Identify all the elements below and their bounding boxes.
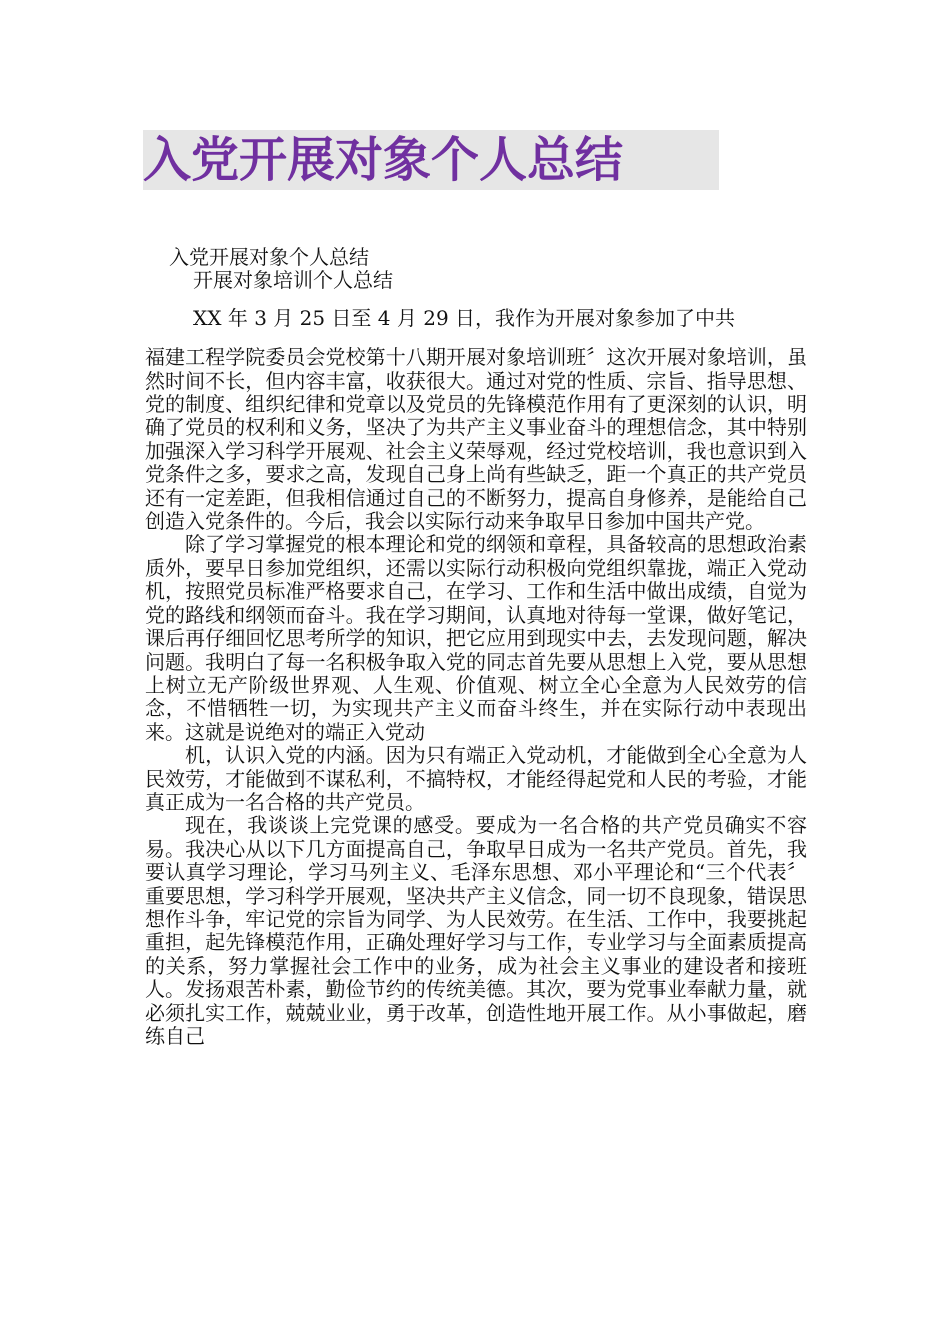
paragraph-3: 机，认识入党的内涵。因为只有端正入党动机，才能做到全心全意为人民效劳，才能做到不谋私利，不搞特权，才能经得起党和人民的考验，才能真正成为一名合格的共产党员。 — [145, 743, 807, 814]
paragraph-1: 福建工程学院委员会党校第十八期开展对象培训班〞这次开展对象培训，虽然时间不长，但内容丰富，收获很大。通过对党的性质、宗旨、指导思想、党的制度、组织纪律和党章以及党员的先锋模范作用有了更深刻的认识，明确了党员的权利和义务，坚决了为共产主义事业奋斗的理想信念，其中特别加强深入学习科学开展观、社会主义荣辱观，经过党校培训，我也意识到入党条件之多，要求之高，发现自己身上尚有些缺乏，距一个真正的共产党员还有一定差距，但我相信通过自己的不断努力，提高自身修养，是能给自己创造入党条件的。今后，我会以实际行动来争取早日参加中国共产党。 — [145, 345, 807, 534]
document-body — [145, 246, 807, 1048]
paragraph-2: 除了学习掌握党的根本理论和党的纲领和章程，具备较高的思想政治素质外，要早日参加党组织，还需以实际行动积极向党组织靠拢，端正入党动机，按照党员标准严格要求自己，在学习、工作和生活中做出成绩，自觉为党的路线和纲领而奋斗。我在学习期间，认真地对待每一堂课，做好笔记，课后再仔细回忆思考所学的知识，把它应用到现实中去，去发现问题，解决问题。我明白了每一名积极争取入党的同志首先要从思想上入党，要从思想上树立无产阶级世界观、人生观、价值观、树立全心全意为人民效劳的信念，不惜牺牲一切，为实现共产主义而奋斗终生，并在实际行动中表现出来。这就是说绝对的端正入党动 — [145, 532, 807, 744]
opening-line: XX 年 3 月 25 日至 4 月 29 日，我作为开展对象参加了中共 — [193, 305, 736, 330]
subtitle-secondary: 开展对象培训个人总结 — [193, 268, 393, 293]
title-highlight — [143, 130, 719, 190]
subtitle-primary: 入党开展对象个人总结 — [169, 245, 369, 269]
page-title: 入党开展对象个人总结 — [143, 132, 624, 188]
paragraph-4: 现在，我谈谈上完党课的感受。要成为一名合格的共产党员确实不容易。我决心从以下几方面提高自己，争取早日成为一名共产党员。首先，我要认真学习理论，学习马列主义、毛泽东思想、邓小平理论和“三个代表〞重要思想，学习科学开展观，坚决共产主义信念，同一切不良现象，错误思想作斗争，牢记党的宗旨为同学、为人民效劳。在生活、工作中，我要挑起重担，起先锋模范作用，正确处理好学习与工作，专业学习与全面素质提高的关系，努力掌握社会工作中的业务，成为社会主义事业的建设者和接班人。发扬艰苦朴素，勤俭节约的传统美德。其次，要为党事业奉献力量，就必须扎实工作，兢兢业业，勇于改革，创造性地开展工作。从小事做起，磨练自己 — [145, 813, 807, 1048]
